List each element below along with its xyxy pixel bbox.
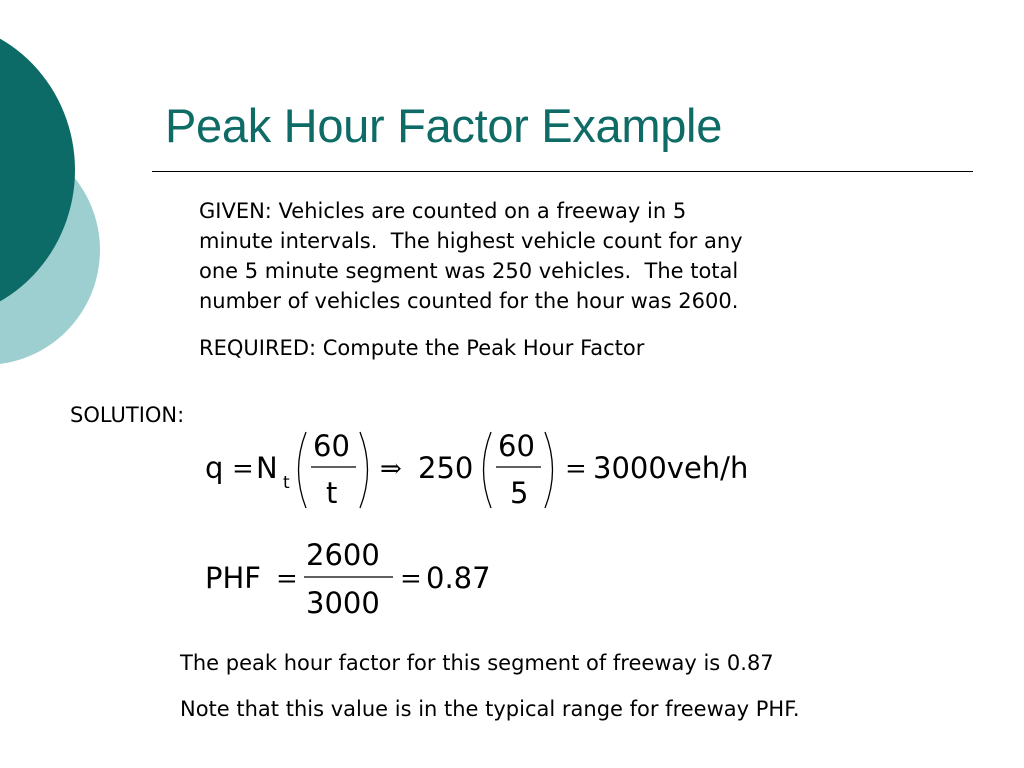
eq1-subscript: t <box>283 473 290 493</box>
given-line: one 5 minute segment was 250 vehicles. The total <box>199 259 739 283</box>
eq1-right-paren-1 <box>360 432 368 508</box>
solution-label: SOLUTION: <box>70 403 185 427</box>
eq2-denominator: 3000 <box>306 586 380 620</box>
equation-flow-rate <box>205 429 748 510</box>
given-line: minute intervals. The highest vehicle count for any <box>199 229 743 253</box>
eq1-equals: = <box>232 454 254 484</box>
eq1-left-paren-1 <box>299 432 307 508</box>
eq1-frac1-denominator: t <box>326 476 338 510</box>
given-line: GIVEN: Vehicles are counted on a freeway in 5 <box>199 199 687 223</box>
eq1-left-paren-2 <box>484 432 492 508</box>
eq1-equals-2: = <box>565 454 587 484</box>
conclusion-text: The peak hour factor for this segment of freeway is 0.87 <box>180 651 774 675</box>
given-line: number of vehicles counted for the hour was 2600. <box>199 289 739 313</box>
eq1-implies: ⇒ <box>380 454 402 484</box>
equation-phf <box>205 538 491 620</box>
eq1-frac2-denominator: 5 <box>510 476 529 510</box>
eq2-numerator: 2600 <box>306 538 380 572</box>
note-text: Note that this value is in the typical range for freeway PHF. <box>180 697 800 721</box>
eq1-symbol: N <box>256 451 278 485</box>
eq2-result: 0.87 <box>426 561 491 595</box>
eq2-equals: = <box>276 564 298 594</box>
eq1-frac1-numerator: 60 <box>313 429 350 463</box>
eq2-equals-2: = <box>400 564 422 594</box>
eq1-multiplier: 250 <box>418 451 474 485</box>
slide-title: Peak Hour Factor Example <box>165 99 723 152</box>
eq1-result: 3000veh/h <box>593 451 749 485</box>
eq1-lhs: q <box>205 451 224 485</box>
eq1-right-paren-2 <box>545 432 553 508</box>
eq1-frac2-numerator: 60 <box>498 429 535 463</box>
eq2-lhs: PHF <box>205 561 261 595</box>
required-text: REQUIRED: Compute the Peak Hour Factor <box>199 336 645 360</box>
